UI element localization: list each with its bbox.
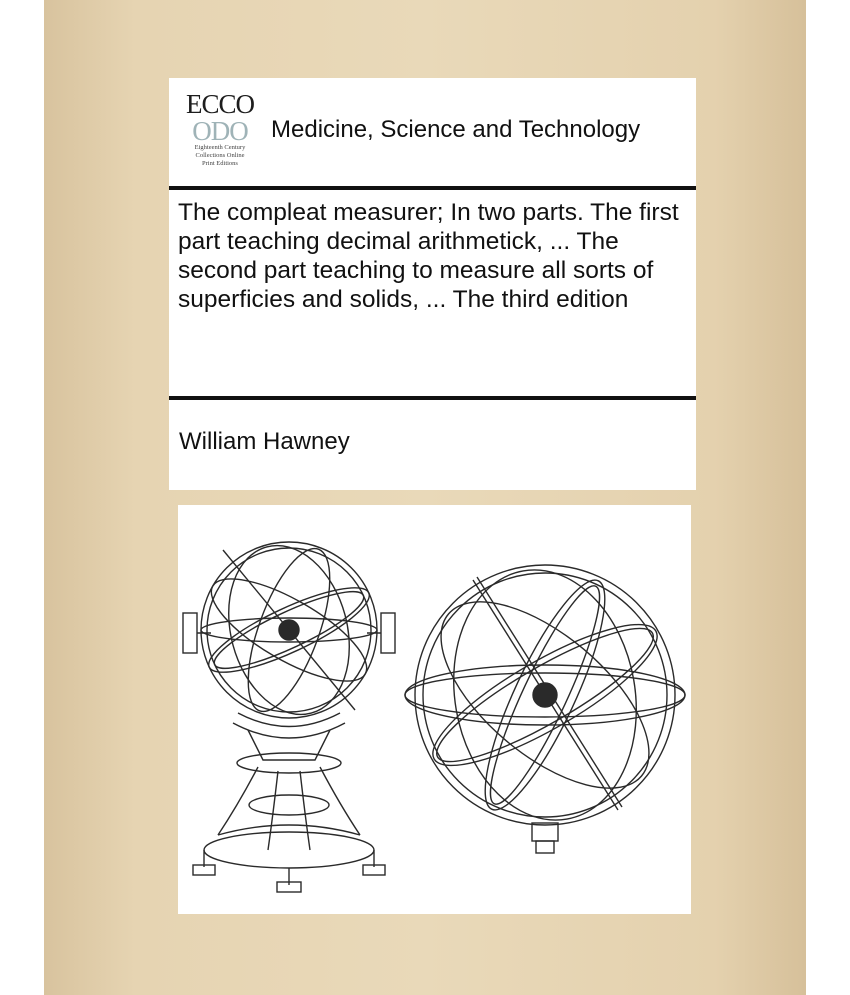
logo-line-1: Eighteenth Century <box>194 144 246 151</box>
book-author: William Hawney <box>179 428 350 455</box>
logo-mark-shadow: ODO <box>192 116 248 146</box>
right-armillary-sphere <box>405 555 685 853</box>
logo-line-3: Print Editions <box>202 160 238 167</box>
series-title: Medicine, Science and Technology <box>271 116 641 143</box>
armillary-illustration <box>178 505 691 914</box>
title-panel <box>169 190 696 396</box>
author-panel <box>169 400 696 490</box>
book-title: The compleat measurer; In two parts. The first part teaching decimal arithmetick, ... The second part teaching to measure all sorts of superficies and solids, ... The third edition <box>178 199 679 313</box>
left-armillary-sphere <box>183 532 395 892</box>
series-header <box>169 78 696 186</box>
ecco-logo <box>181 90 259 178</box>
logo-line-2: Collections Online <box>195 152 245 159</box>
logo-mark: ECCO <box>185 89 254 119</box>
